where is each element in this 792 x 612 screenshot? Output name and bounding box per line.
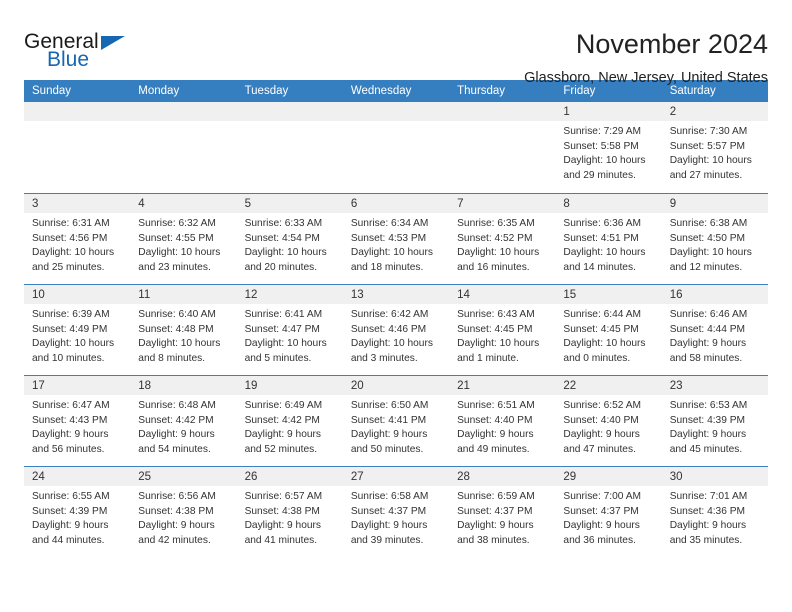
calendar-day-cell-empty [343,102,449,193]
weekday-header-sunday: Sunday [32,85,72,97]
daylight-text: Daylight: 9 hours and 45 minutes. [669,429,747,455]
day-number-band [449,102,555,121]
sunset-text: Sunset: 4:43 PM [32,414,108,426]
day-number-band [555,285,661,304]
day-number: 15 [563,289,577,301]
calendar-day-cell[interactable] [237,194,343,284]
calendar-day-cell[interactable] [555,194,661,284]
calendar-week-row [24,193,768,284]
day-sun-info [343,213,449,275]
sunset-text: Sunset: 4:42 PM [244,414,320,426]
day-number-band [343,285,449,304]
logo-flag-icon [101,36,125,50]
day-number-band [343,194,449,213]
sunset-text: Sunset: 4:38 PM [138,505,214,517]
sunset-text: Sunset: 4:45 PM [457,323,533,335]
day-number-band [555,194,661,213]
daylight-text: Daylight: 10 hours and 8 minutes. [138,338,221,364]
calendar-week-row [24,375,768,466]
day-number-band [130,376,236,395]
sunset-text: Sunset: 4:55 PM [138,232,214,244]
day-number-band [130,467,236,486]
calendar-day-cell[interactable] [343,376,449,466]
day-sun-info [662,304,768,366]
day-sun-info [449,304,555,366]
day-number-band [343,467,449,486]
day-number-band [343,376,449,395]
logo-text-blue: Blue [47,48,90,71]
sunset-text: Sunset: 4:46 PM [350,323,427,335]
day-number: 16 [669,289,683,301]
day-number-band [24,285,130,304]
day-number: 1 [563,106,570,118]
sunrise-text: Sunrise: 6:36 AM [563,218,641,229]
day-sun-info [555,213,661,275]
day-sun-info [343,395,449,457]
day-number: 4 [138,198,145,210]
daylight-text: Daylight: 10 hours and 25 minutes. [32,247,115,273]
calendar-day-cell[interactable] [449,467,555,557]
day-sun-info [130,395,236,457]
sunrise-text: Sunrise: 6:35 AM [457,218,535,229]
day-sun-info [662,213,768,275]
sunrise-text: Sunrise: 6:44 AM [563,309,641,320]
calendar-day-cell[interactable] [24,467,130,557]
sunrise-text: Sunrise: 6:53 AM [669,400,748,411]
day-sun-info [343,304,449,366]
calendar-week-row [24,284,768,375]
day-number: 8 [563,198,570,210]
daylight-text: Daylight: 9 hours and 41 minutes. [244,520,322,546]
sunrise-text: Sunrise: 6:32 AM [138,218,216,229]
sunset-text: Sunset: 4:37 PM [350,505,427,517]
calendar-day-cell[interactable] [237,467,343,557]
page-subtitle-location: Glassboro, New Jersey, United States [524,70,768,86]
day-number-band [449,376,555,395]
sunrise-text: Sunrise: 6:47 AM [32,400,110,411]
day-number-band [237,467,343,486]
day-number: 5 [244,198,251,210]
day-number: 24 [32,471,45,483]
calendar-day-cell-empty [130,102,236,193]
day-number-band [343,102,449,121]
calendar-day-cell[interactable] [555,102,661,193]
page-header [24,0,768,86]
day-number: 13 [350,289,364,301]
daylight-text: Daylight: 9 hours and 38 minutes. [457,520,534,546]
day-number: 29 [563,471,577,483]
sunset-text: Sunset: 4:40 PM [457,414,533,426]
day-number-band [237,102,343,121]
title-block [136,28,768,88]
daylight-text: Daylight: 10 hours and 16 minutes. [457,247,540,273]
page-title: November 2024 [575,29,768,59]
daylight-text: Daylight: 9 hours and 50 minutes. [350,429,428,455]
day-number-band [130,194,236,213]
calendar-day-cell-empty [449,102,555,193]
day-number: 25 [138,471,152,483]
daylight-text: Daylight: 10 hours and 18 minutes. [350,247,433,273]
sunset-text: Sunset: 4:36 PM [669,505,746,517]
weekday-header-wednesday: Wednesday [350,85,412,97]
calendar-day-cell[interactable] [555,467,661,557]
calendar-day-cell[interactable] [24,285,130,375]
daylight-text: Daylight: 9 hours and 44 minutes. [32,520,109,546]
day-sun-info [449,213,555,275]
daylight-text: Daylight: 9 hours and 47 minutes. [563,429,640,455]
weekday-header-thursday: Thursday [457,85,506,97]
day-number-band [555,467,661,486]
day-number: 6 [350,198,358,210]
sunrise-text: Sunrise: 6:42 AM [350,309,429,320]
day-number-band [555,376,661,395]
sunrise-text: Sunrise: 6:46 AM [669,309,748,320]
day-number: 22 [563,380,577,392]
sunrise-text: Sunrise: 6:56 AM [138,491,216,502]
day-sun-info [662,121,768,183]
day-number-band [130,285,236,304]
day-number-band [237,376,343,395]
weekday-header-monday: Monday [138,85,180,97]
sunset-text: Sunset: 4:39 PM [669,414,746,426]
day-number: 18 [138,380,152,392]
day-number: 23 [669,380,683,392]
calendar-day-cell[interactable] [662,376,768,466]
day-number-band [555,102,661,121]
day-sun-info [24,486,130,548]
day-sun-info [449,395,555,457]
day-number: 27 [350,471,364,483]
calendar-day-cell[interactable] [662,102,768,193]
sunrise-text: Sunrise: 6:51 AM [457,400,535,411]
calendar-day-cell[interactable] [24,376,130,466]
daylight-text: Daylight: 10 hours and 14 minutes. [563,247,646,273]
calendar-day-cell[interactable] [343,285,449,375]
day-number-band [449,194,555,213]
sunset-text: Sunset: 4:37 PM [457,505,533,517]
weekday-header-friday: Friday [563,85,596,97]
calendar-week-row [24,102,768,193]
calendar-day-cell[interactable] [237,285,343,375]
daylight-text: Daylight: 9 hours and 52 minutes. [244,429,322,455]
sunset-text: Sunset: 4:54 PM [244,232,320,244]
sunrise-text: Sunrise: 7:00 AM [563,491,641,502]
day-sun-info [24,304,130,366]
day-number-band [662,376,768,395]
day-sun-info [555,304,661,366]
weekday-header-saturday: Saturday [669,85,716,97]
sunset-text: Sunset: 4:41 PM [350,414,427,426]
sunset-text: Sunset: 5:57 PM [669,140,746,152]
day-sun-info [555,395,661,457]
day-number: 26 [244,471,258,483]
day-sun-info [24,395,130,457]
daylight-text: Daylight: 10 hours and 5 minutes. [244,338,327,364]
calendar-day-cell[interactable] [555,376,661,466]
sunrise-text: Sunrise: 6:33 AM [244,218,323,229]
calendar-day-cell[interactable] [130,194,236,284]
daylight-text: Daylight: 10 hours and 10 minutes. [32,338,115,364]
sunrise-text: Sunrise: 6:49 AM [244,400,323,411]
sunrise-text: Sunrise: 6:55 AM [32,491,110,502]
day-number: 17 [32,380,45,392]
daylight-text: Daylight: 9 hours and 49 minutes. [457,429,534,455]
calendar-day-cell[interactable] [449,194,555,284]
general-blue-logo[interactable] [24,28,136,76]
day-number-band [237,285,343,304]
calendar-weeks [24,102,768,557]
calendar-day-cell[interactable] [662,194,768,284]
calendar-day-cell[interactable] [662,285,768,375]
sunrise-text: Sunrise: 6:38 AM [669,218,748,229]
daylight-text: Daylight: 9 hours and 54 minutes. [138,429,215,455]
sunrise-text: Sunrise: 6:40 AM [138,309,216,320]
calendar-day-cell[interactable] [343,467,449,557]
sunrise-text: Sunrise: 6:31 AM [32,218,110,229]
sunset-text: Sunset: 4:51 PM [563,232,639,244]
sunset-text: Sunset: 4:44 PM [669,323,746,335]
sunrise-text: Sunrise: 7:29 AM [563,126,641,137]
daylight-text: Daylight: 10 hours and 27 minutes. [669,155,752,181]
daylight-text: Daylight: 9 hours and 56 minutes. [32,429,109,455]
day-number: 2 [669,106,677,118]
calendar-day-cell-empty [237,102,343,193]
daylight-text: Daylight: 9 hours and 35 minutes. [669,520,747,546]
day-number: 28 [457,471,470,483]
weekday-header-row [24,80,768,102]
weekday-header-tuesday: Tuesday [244,85,289,97]
sunrise-text: Sunrise: 7:01 AM [669,491,748,502]
sunset-text: Sunset: 4:56 PM [32,232,108,244]
sunrise-text: Sunrise: 6:52 AM [563,400,641,411]
calendar-day-cell[interactable] [449,376,555,466]
sunset-text: Sunset: 4:49 PM [32,323,108,335]
day-number: 9 [669,198,677,210]
day-sun-info [130,213,236,275]
sunset-text: Sunset: 4:47 PM [244,323,320,335]
calendar-day-cell-empty [24,102,130,193]
day-sun-info [449,486,555,548]
day-sun-info [24,213,130,275]
day-number-band [662,194,768,213]
day-number-band [449,467,555,486]
day-number: 14 [457,289,470,301]
day-sun-info [237,213,343,275]
day-number: 10 [32,289,45,301]
sunrise-text: Sunrise: 6:57 AM [244,491,323,502]
daylight-text: Daylight: 10 hours and 23 minutes. [138,247,221,273]
sunset-text: Sunset: 4:40 PM [563,414,639,426]
daylight-text: Daylight: 10 hours and 12 minutes. [669,247,752,273]
day-number: 7 [457,198,464,210]
calendar-day-cell[interactable] [130,376,236,466]
sunrise-text: Sunrise: 6:43 AM [457,309,535,320]
daylight-text: Daylight: 10 hours and 0 minutes. [563,338,646,364]
sunset-text: Sunset: 4:52 PM [457,232,533,244]
day-number-band [662,102,768,121]
daylight-text: Daylight: 10 hours and 20 minutes. [244,247,327,273]
day-number-band [449,285,555,304]
sunset-text: Sunset: 4:38 PM [244,505,320,517]
day-number-band [662,285,768,304]
sunset-text: Sunset: 4:42 PM [138,414,214,426]
day-number-band [237,194,343,213]
day-sun-info [237,395,343,457]
sunrise-text: Sunrise: 6:50 AM [350,400,429,411]
day-sun-info [343,486,449,548]
calendar-day-cell[interactable] [662,467,768,557]
calendar-day-cell[interactable] [130,285,236,375]
day-number-band [24,194,130,213]
calendar-day-cell[interactable] [237,376,343,466]
day-number: 19 [244,380,258,392]
day-number-band [130,102,236,121]
sunset-text: Sunset: 4:39 PM [32,505,108,517]
calendar-week-row [24,466,768,557]
calendar-day-cell[interactable] [449,285,555,375]
day-number: 21 [457,380,470,392]
daylight-text: Daylight: 9 hours and 58 minutes. [669,338,747,364]
day-sun-info [237,486,343,548]
day-sun-info [237,304,343,366]
sunset-text: Sunset: 4:45 PM [563,323,639,335]
day-number: 12 [244,289,258,301]
logo-text-general: General [24,30,99,53]
day-number-band [662,467,768,486]
sunrise-text: Sunrise: 6:39 AM [32,309,110,320]
daylight-text: Daylight: 10 hours and 1 minute. [457,338,540,364]
sunrise-text: Sunrise: 6:48 AM [138,400,216,411]
sunset-text: Sunset: 4:48 PM [138,323,214,335]
calendar-day-cell[interactable] [130,467,236,557]
sunset-text: Sunset: 5:58 PM [563,140,639,152]
day-number-band [24,467,130,486]
day-number-band [24,376,130,395]
calendar-day-cell[interactable] [555,285,661,375]
day-sun-info [555,121,661,183]
sunrise-text: Sunrise: 6:59 AM [457,491,535,502]
calendar-grid [24,80,768,557]
day-sun-info [130,304,236,366]
calendar-day-cell[interactable] [343,194,449,284]
daylight-text: Daylight: 10 hours and 3 minutes. [350,338,433,364]
day-number: 30 [669,471,683,483]
day-sun-info [555,486,661,548]
calendar-day-cell[interactable] [24,194,130,284]
sunrise-text: Sunrise: 7:30 AM [669,126,748,137]
day-number: 3 [32,198,39,210]
sunset-text: Sunset: 4:53 PM [350,232,427,244]
sunset-text: Sunset: 4:37 PM [563,505,639,517]
daylight-text: Daylight: 9 hours and 42 minutes. [138,520,215,546]
daylight-text: Daylight: 10 hours and 29 minutes. [563,155,646,181]
daylight-text: Daylight: 9 hours and 39 minutes. [350,520,428,546]
day-sun-info [130,486,236,548]
day-number-band [24,102,130,121]
day-number: 11 [138,289,151,301]
day-sun-info [662,486,768,548]
sunrise-text: Sunrise: 6:34 AM [350,218,429,229]
day-number: 20 [350,380,364,392]
sunrise-text: Sunrise: 6:41 AM [244,309,323,320]
sunrise-text: Sunrise: 6:58 AM [350,491,429,502]
daylight-text: Daylight: 9 hours and 36 minutes. [563,520,640,546]
day-sun-info [662,395,768,457]
sunset-text: Sunset: 4:50 PM [669,232,746,244]
